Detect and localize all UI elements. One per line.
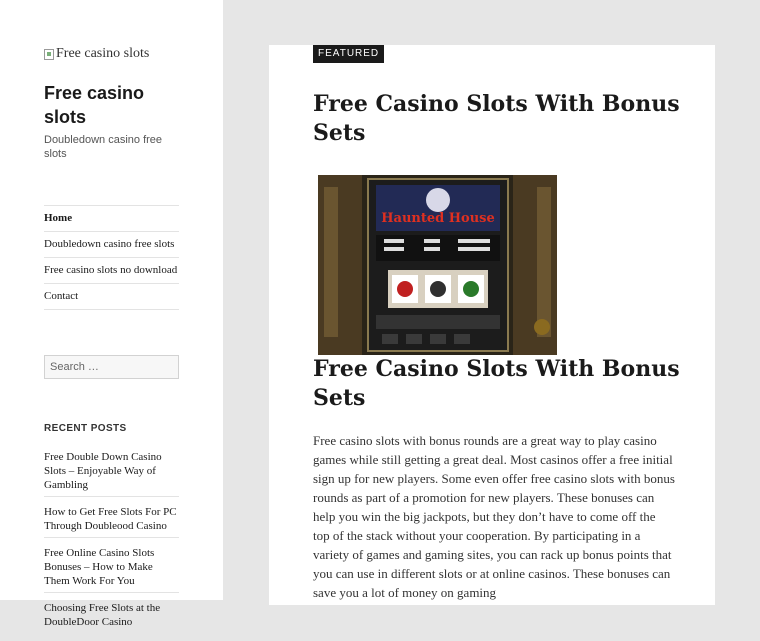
menu-item-doubledown[interactable]: Doubledown casino free slots	[44, 232, 179, 258]
site-title[interactable]: Free casino slots	[44, 83, 145, 127]
broken-image-icon	[44, 49, 54, 60]
slot-title-text: Haunted House	[381, 211, 495, 226]
slot-machine-image	[318, 175, 557, 355]
sidebar-inner	[44, 44, 179, 641]
recent-post-link[interactable]: Choosing Free Slots at the DoubleDoor Casino	[44, 602, 161, 628]
post-body: Free casino slots with bonus rounds are a great way to play casino games while still getting a great deal. Most casinos offer a free initial sign up for new players. Some even offer free casino slots with bonus rounds as part of a promotion for new players. These bonuses can help you win the big jackpots, but they don’t have to come off the top of the stack without your cooperation. By participating in a variety of games and gaming sites, you can rack up bonus points that you can use in different slots or at online casinos. These bonuses can save you a lot of money on gaming	[313, 433, 675, 600]
recent-post-link[interactable]: Free Online Casino Slots Bonuses – How to Make Them Work For You	[44, 546, 179, 593]
main-menu	[44, 205, 179, 310]
featured-badge: FEATURED	[313, 45, 384, 63]
recent-posts-title: RECENT POSTS	[44, 423, 127, 434]
menu-item-home[interactable]: Home	[44, 206, 179, 232]
site-logo[interactable]	[44, 44, 179, 64]
post-heading: Free Casino Slots With Bonus Sets	[313, 356, 680, 411]
post-title[interactable]: Free Casino Slots With Bonus Sets	[313, 91, 680, 146]
search-input[interactable]: Search …	[44, 355, 179, 379]
menu-item-no-download[interactable]: Free casino slots no download	[44, 258, 179, 284]
post-article	[269, 45, 715, 605]
recent-post-link[interactable]: Free Double Down Casino Slots – Enjoyable Way of Gambling	[44, 450, 179, 497]
site-logo-alt-text: Free casino slots	[56, 46, 150, 61]
sidebar	[0, 0, 223, 628]
recent-post-link[interactable]: How to Get Free Slots For PC Through Doubleood Casino	[44, 505, 179, 538]
menu-item-contact[interactable]: Contact	[44, 284, 179, 310]
recent-posts-list	[44, 450, 179, 633]
site-description: Doubledown casino free slots	[44, 134, 163, 160]
